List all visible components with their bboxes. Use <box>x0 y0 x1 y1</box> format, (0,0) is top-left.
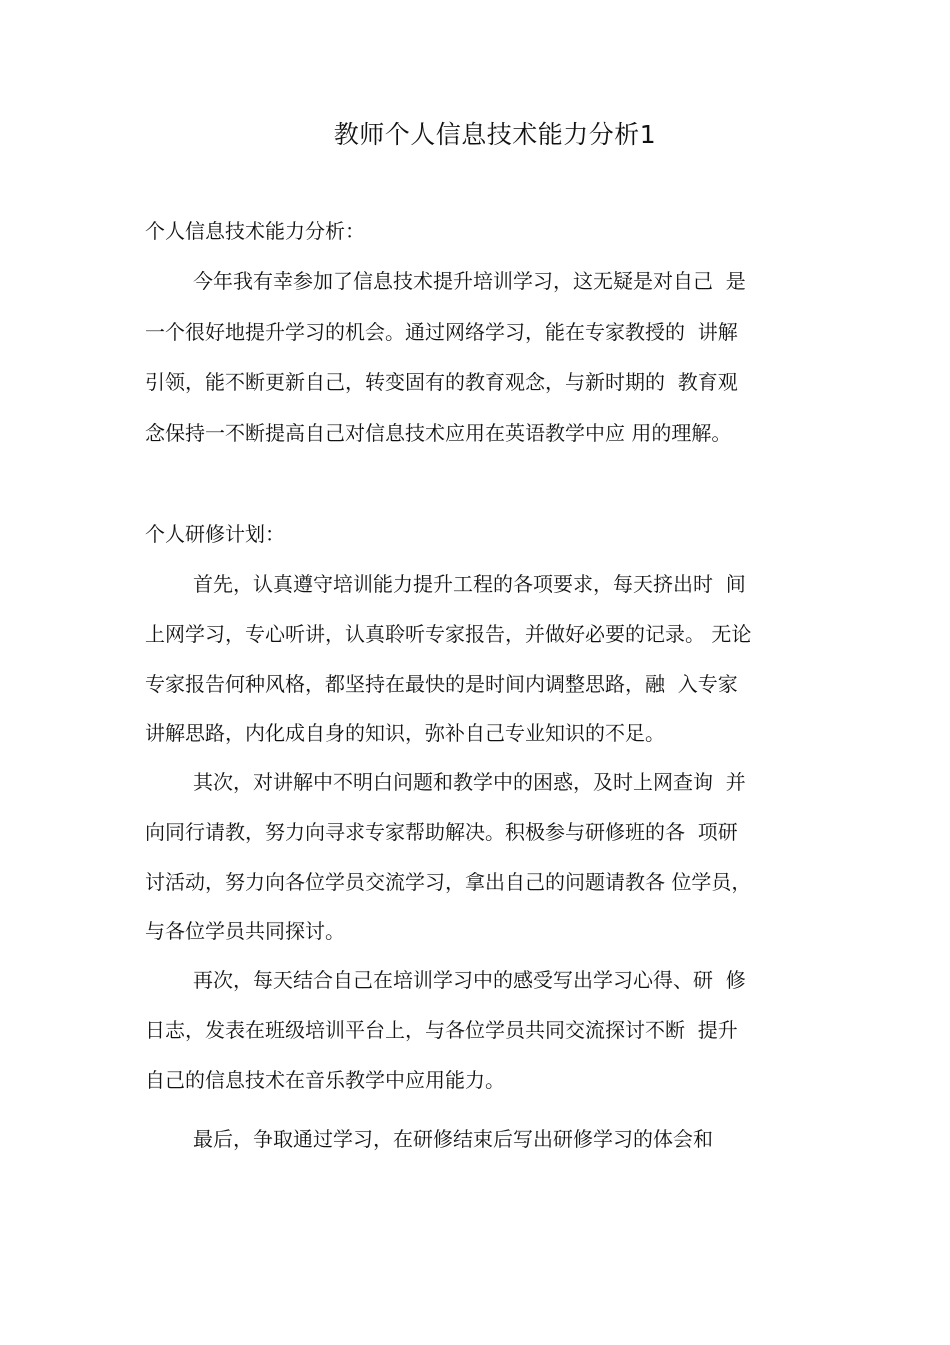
paragraph-line: 自己的信息技术在音乐教学中应用能力。 <box>145 1068 505 1092</box>
paragraph-line: 讨活动，努力向各位学员交流学习，拿出自己的问题请教各 位学员， <box>145 870 752 894</box>
paragraph-line: 上网学习，专心听讲，认真聆听专家报告，并做好必要的记录。 无论 <box>145 622 752 646</box>
paragraph-line: 专家报告何种风格，都坚持在最快的是时间内调整思路，融 入专家 <box>145 672 738 696</box>
paragraph-line: 讲解思路，内化成自身的知识，弥补自己专业知识的不足。 <box>145 721 665 745</box>
paragraph-line: 一个很好地提升学习的机会。通过网络学习，能在专家教授的 讲解 <box>145 320 738 344</box>
paragraph-line: 与各位学员共同探讨。 <box>145 919 345 943</box>
document-title: 教师个人信息技术能力分析1 <box>333 120 657 149</box>
paragraph-line: 向同行请教，努力向寻求专家帮助解决。积极参与研修班的各 项研 <box>145 820 738 844</box>
section-heading-ability-analysis: 个人信息技术能力分析： <box>145 219 365 243</box>
paragraph-line: 引领，能不断更新自己，转变固有的教育观念，与新时期的 教育观 <box>145 370 738 394</box>
paragraph-line: 今年我有幸参加了信息技术提升培训学习，这无疑是对自己 是 <box>193 269 746 293</box>
section-heading-study-plan: 个人研修计划： <box>145 522 285 546</box>
paragraph-line: 念保持一不断提高自己对信息技术应用在英语教学中应 用的理解。 <box>145 421 732 445</box>
paragraph-line: 其次，对讲解中不明白问题和教学中的困惑，及时上网查询 并 <box>193 770 746 794</box>
paragraph-line: 日志，发表在班级培训平台上，与各位学员共同交流探讨不断 提升 <box>145 1018 738 1042</box>
paragraph-line: 首先，认真遵守培训能力提升工程的各项要求，每天挤出时 间 <box>193 572 746 596</box>
paragraph-line: 最后，争取通过学习，在研修结束后写出研修学习的体会和 <box>193 1127 713 1151</box>
paragraph-line: 再次，每天结合自己在培训学习中的感受写出学习心得、研 修 <box>193 968 746 992</box>
